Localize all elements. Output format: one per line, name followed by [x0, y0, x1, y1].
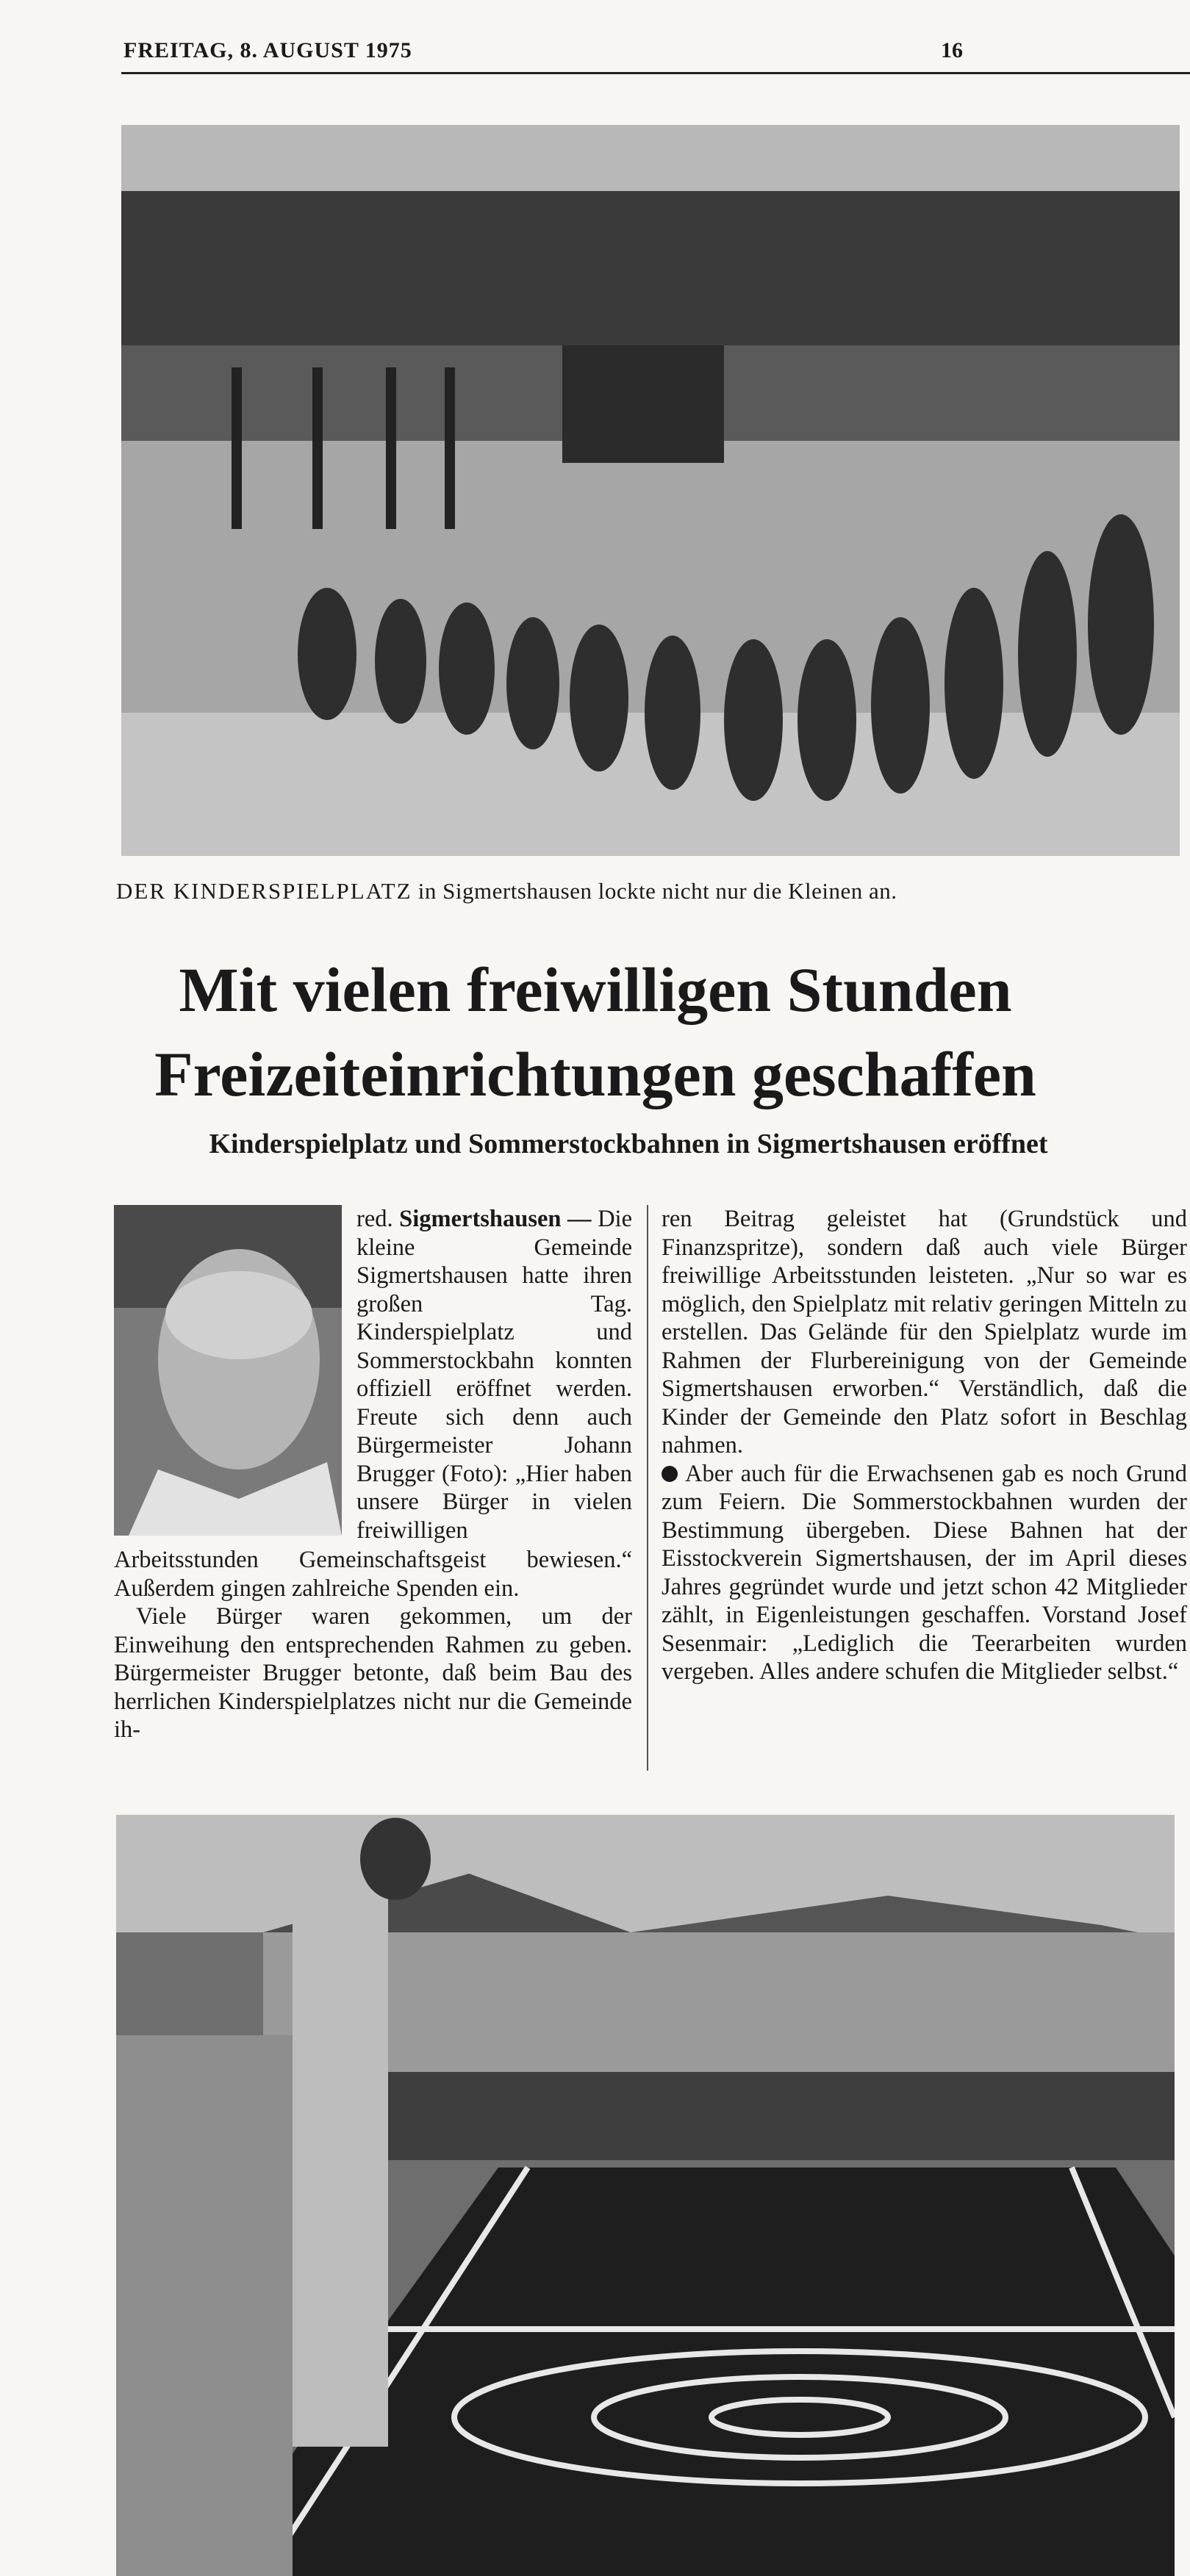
headline-line-2: Freizeiteinrichtungen geschaffen: [154, 1039, 1036, 1109]
photo-playground-icon: [121, 125, 1180, 856]
photo-curling-lane: [116, 1815, 1175, 2576]
caption-rest: in Sigmertshausen lockte nicht nur die Kleinen an.: [417, 878, 897, 904]
bullet-icon: [662, 1466, 678, 1482]
lead-prefix: red.: [356, 1206, 393, 1232]
headline-line-1: Mit vielen freiwilligen Stunden: [179, 954, 1012, 1025]
column-divider: [647, 1205, 648, 1771]
article-subheadline: Kinderspielplatz und Sommerstockbahnen in Sigmertshausen eröffnet: [209, 1129, 1048, 1159]
article-column-left-top: [356, 1205, 632, 1544]
caption-caps: DER KINDERSPIELPLATZ: [116, 878, 412, 904]
article-headline: [121, 948, 1069, 1117]
photo-curling-icon: [116, 1815, 1175, 2576]
page-number: 16: [941, 38, 963, 62]
col2-paragraph-1: ren Beitrag geleistet hat (Grundstück und Finanzspritze), sondern daß auch viele Bürger freiwillige Arbeitsstunden leisteten. „Nur so war es möglich, den Spielplatz mit relativ geringen Mitteln zu erstellen. Das Gelände für den Spielplatz wurde im Rahmen der Flurbereinigung von der Gemeinde Sigmertshausen erworben.“ Verständlich, daß die Kinder der Gemeinde den Platz sofort in Beschlag nahmen.: [662, 1206, 1187, 1458]
photo-playground-crowd: [121, 125, 1180, 856]
portrait-icon: [114, 1205, 342, 1536]
col2-paragraph-2: Aber auch für die Erwachsenen gab es noch Grund zum Feiern. Die Sommerstockbahnen wurden der Bestimmung übergeben. Diese Bahnen hat der Eisstockverein Sigmertshausen, der im April dieses Jahres gegründet wurde und jetzt schon 42 Mitglieder zählt, in Eigenleistungen geschaffen. Vorstand Josef Sesenmair: „Lediglich die Teerarbeiten wurden vergeben. Alles andere schufen die Mitglieder selbst.“: [662, 1460, 1187, 1685]
col1-top-text: Die kleine Gemeinde Sigmertshausen hatte ihren großen Tag. Kinderspielplatz und Sommerstockbahn konnten offiziell eröffnet werden. Freute sich denn auch Bürgermeister Johann Brugger (Foto): „Hier haben unsere Bürger in vielen freiwilligen: [356, 1206, 632, 1544]
photo-caption: [116, 878, 1189, 904]
lead-place: Sigmertshausen —: [399, 1206, 592, 1232]
article-column-left-bottom: [114, 1546, 632, 1744]
masthead-date: FREITAG, 8. AUGUST 1975: [123, 38, 412, 62]
article-column-right: [662, 1205, 1187, 1686]
col1-bottom-text: Arbeitsstunden Gemeinschaftsgeist bewiesen.“ Außerdem gingen zahlreiche Spenden ein.: [114, 1547, 632, 1602]
col1-paragraph-2: Viele Bürger waren gekommen, um der Einweihung den entsprechenden Rahmen zu geben. Bürgermeister Brugger betonte, daß beim Bau des herrlichen Kinderspielplatzes nicht nur die Gemeinde ih-: [114, 1603, 632, 1743]
header-rule: [121, 72, 1190, 74]
photo-mayor-portrait: [114, 1205, 342, 1536]
